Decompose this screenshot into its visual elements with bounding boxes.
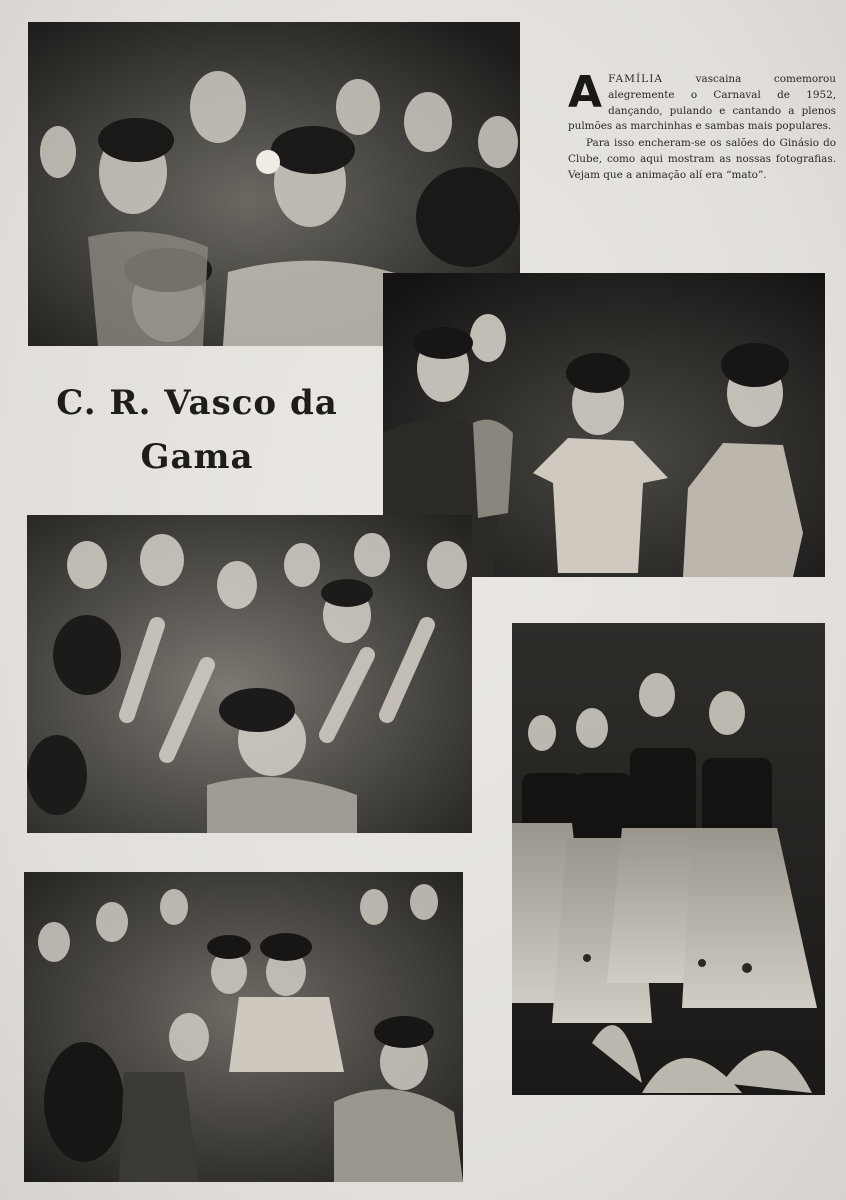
costumed-women-photo xyxy=(512,623,825,1095)
lead-word: FAMÍLIA xyxy=(608,73,664,85)
intro-text xyxy=(568,67,836,184)
paragraph-1: vascaina comemorou alegremente o Carnaval de 1952, dançando, pulando e cantando a plenos pulmões as marchinhas e sambas mais populares. xyxy=(568,73,836,133)
paragraph-2: Para isso encheram-se os salões do Ginásio do Clube, como aqui mostram as nossas fotografias. Vejam que a animação alí era “mato”. xyxy=(568,137,836,181)
waving-crowd-photo xyxy=(27,515,472,833)
ballroom-crowd-photo xyxy=(24,872,463,1182)
drop-cap: A xyxy=(568,67,603,118)
title-line-2: Gama xyxy=(140,437,254,477)
title-line-1: C. R. Vasco da xyxy=(56,383,338,423)
page-title xyxy=(28,376,366,484)
